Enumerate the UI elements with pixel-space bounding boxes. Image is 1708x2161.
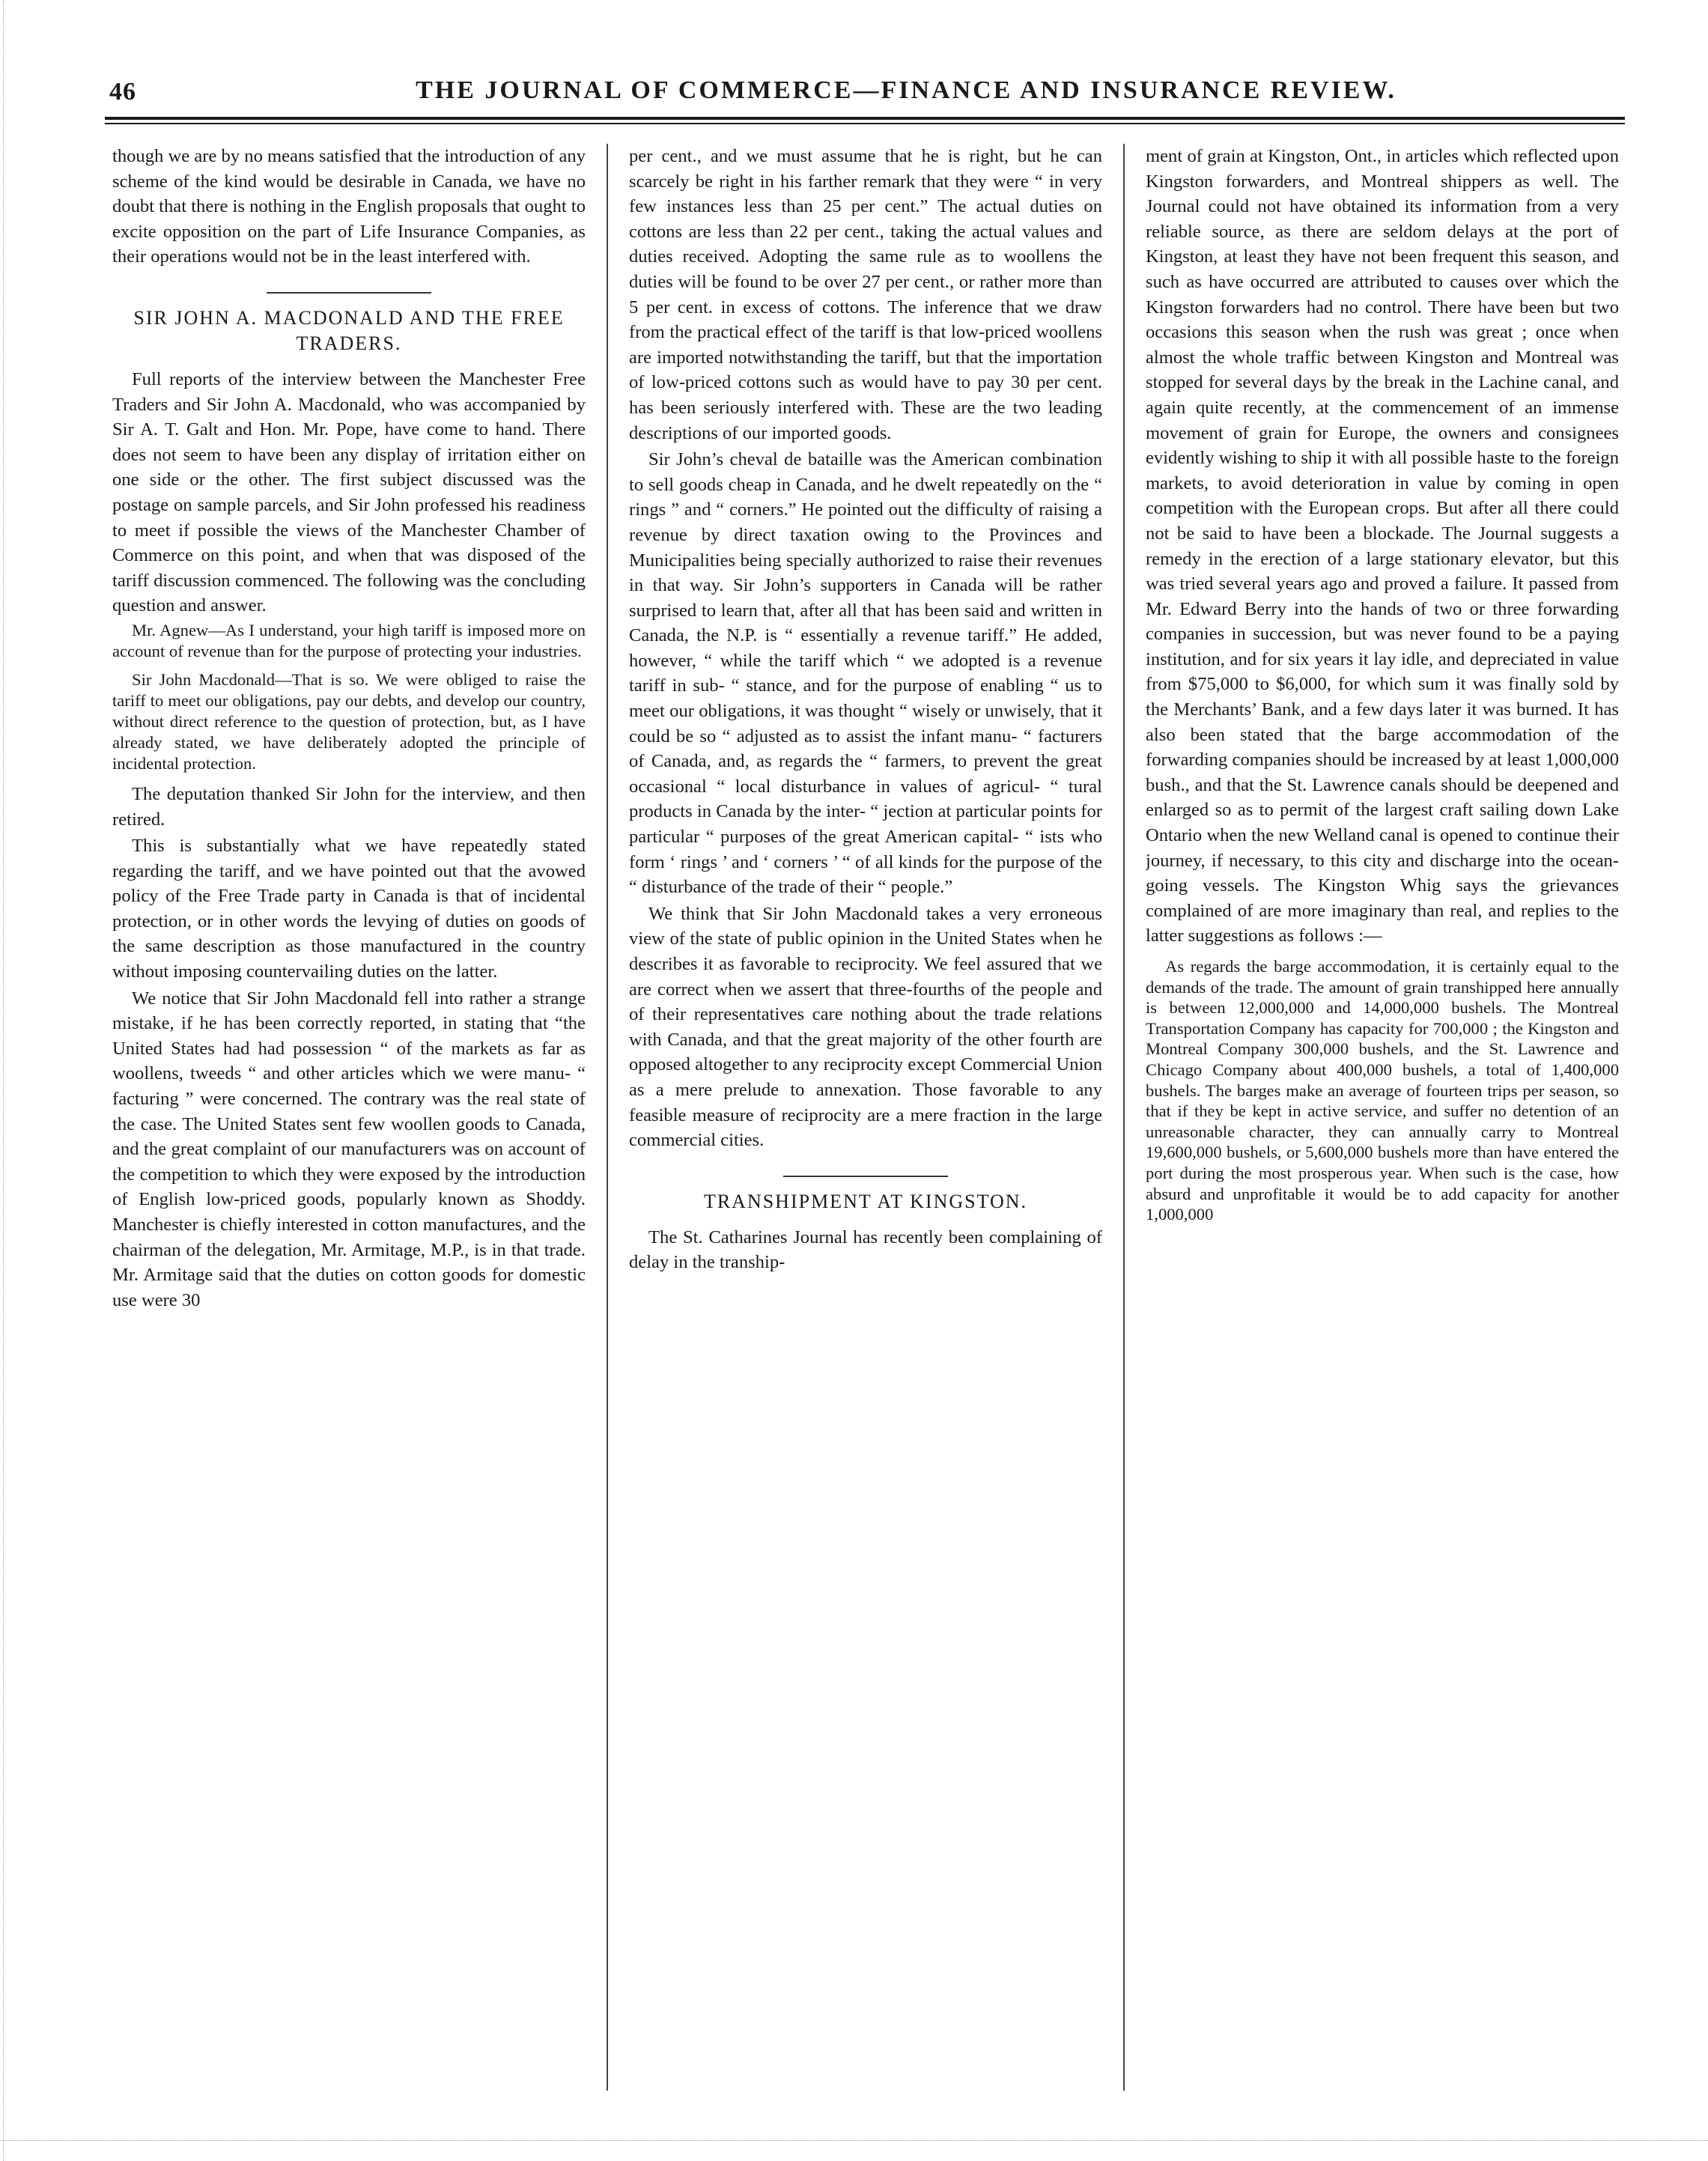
column-divider	[1123, 144, 1125, 2091]
column-divider	[607, 144, 608, 2091]
quoted-passage: As regards the barge accommodation, it is certainly equal to the demands of the trade. The amount of grain transhipped here annually is between 12,000,000 and 14,000,000 bushels. The Montreal Transportation Company has capacity for 700,000 ; the Kingston and Montreal Company 300,000 bushels, and the St. Lawrence and Chicago Company about 400,000 bushels, a total of 1,400,000 bushels. The barges make an average of fourteen trips per season, so that if they be kept in active service, and suffer no detention of an unreasonable character, they can annually carry to Montreal 19,600,000 bushels, or 5,600,000 bushels more than have entered the port during the most prosperous year. When such is the case, how absurd and unprofitable it would be to add capacity for another 1,000,000	[1146, 957, 1619, 1224]
running-title: THE JOURNAL OF COMMERCE—FINANCE AND INSURANCE REVIEW.	[416, 76, 1397, 104]
page-header	[105, 66, 1625, 118]
paragraph: ment of grain at Kingston, Ont., in articles which reflected upon Kingston forwarders, and Montreal shippers as well. The Journal could not have obtained its information from a very reliable source, as there are seldom delays at the port of Kingston, at least they have not been frequent this season, and such as have occurred are attributed to causes over which the Kingston forwarders had no control. There have been but two occasions this season when the rush was great ; once when almost the whole traffic between Kingston and Montreal was stopped for several days by the break in the Lachine canal, and again quite recently, at the commencement of an immense movement of grain for Europe, the owners and consignees evidently wishing to ship it with all possible haste to the foreign markets, to avoid deterioration in value by coming in open competition with the European crops. But after all there could not be said to have been a blockade. The Journal suggests a remedy in the erection of a large stationary elevator, but this was tried several years ago and proved a failure. It passed from Mr. Edward Berry into the hands of two or three forwarding companies in succession, but was never found to be a paying institution, and for six years it lay idle, and depreciated in value from $75,000 to $6,000, for which sum it was finally sold by the Merchants’ Bank, and a few days later it was burned. It has also been stated that the barge accommodation of the forwarding companies should be increased by at least 1,000,000 bush., and that the St. Lawrence canals should be deepened and enlarged so as to permit of the largest craft sailing down Lake Ontario when the new Welland canal is opened to continue their journey, if necessary, to this city and discharge into the ocean-going vessels. The Kingston Whig says the grievances complained of are more imaginary than real, and replies to the latter suggestions as follows :—	[1146, 146, 1619, 946]
page-number: 46	[109, 78, 136, 106]
header-rule	[105, 117, 1625, 124]
section-separator	[783, 1176, 948, 1177]
paragraph: This is substantially what we have repeatedly stated regarding the tariff, and we have pointed out that the avowed policy of the Free Trade party in Canada is that of incidental protection, or in other words the levying of duties on goods of the same description as those manufactured in the country without imposing countervailing duties on the latter.	[112, 836, 586, 982]
paragraph: We think that Sir John Macdonald takes a very erroneous view of the state of public opinion in the United States when he describes it as favorable to reciprocity. We feel assured that we are correct when we assert that three-fourths of the people and of their representatives care nothing about the trade relations with Canada, and that the great majority of the other fourth are opposed altogether to any reciprocity except Commercial Union as a mere prelude to annexation. Those favorable to any feasible measure of reciprocity are a mere fraction in the large commercial cities.	[629, 903, 1102, 1151]
paragraph: per cent., and we must assume that he is right, but he can scarcely be right in his farther remark that they were “ in very few instances less than 25 per cent.” The actual duties on cottons are less than 22 per cent., taking the actual values and duties received. Adopting the same rule as to woollens the duties will be found to be over 27 per cent., or rather more than 5 per cent. in excess of cottons. The inference that we draw from the practical effect of the tariff is that low-priced woollens are imported notwithstanding the tariff, but that the importation of low-priced cottons such as would have to pay 30 per cent. has been seriously interfered with. These are the two leading descriptions of our imported goods.	[629, 146, 1102, 443]
paragraph: The St. Catharines Journal has recently been complaining of delay in the tranship-	[629, 1227, 1102, 1273]
article-heading: TRANSHIPMENT AT KINGSTON.	[703, 1190, 1028, 1212]
interview-answer: Sir John Macdonald—That is so. We were obliged to raise the tariff to meet our obligations, pay our debts, and develop our country, without direct reference to the question of protection, but, as I have already stated, we have deliberately adopted the principle of incidental protection.	[112, 669, 586, 773]
paragraph: though we are by no means satisfied that the introduction of any scheme of the kind would be desirable in Canada, we have no doubt that there is nothing in the English proposals that ought to excite opposition on the part of Life Insurance Companies, as their operations would not be in the least interfered with.	[112, 146, 586, 267]
page-left-edge	[3, 0, 4, 2161]
column-2	[629, 144, 1102, 2106]
paragraph: We notice that Sir John Macdonald fell into rather a strange mistake, if he has been correctly reported, in stating that “the United States had had possession “ of the markets as far as woollens, tweeds “ and other articles which we were manu- “ facturing ” were concerned. The contrary was the real state of the case. The United States sent few woollen goods to Canada, and the great complaint of our manufacturers was on account of the competition to which they were exposed by the introduction of English low-priced goods, popularly known as Shoddy. Manchester is chiefly interested in cotton manufactures, and the chairman of the delegation, Mr. Armitage, M.P., is in that trade. Mr. Armitage said that the duties on cotton goods for domestic use were 30	[112, 988, 586, 1310]
article-heading: SIR JOHN A. MACDONALD AND THE FREE TRADERS.	[133, 306, 565, 354]
column-3	[1146, 144, 1619, 2106]
paragraph: Sir John’s cheval de bataille was the American combination to sell goods cheap in Canada, and he dwelt repeatedly on the “ rings ” and “ corners.” He pointed out the difficulty of raising a revenue by direct taxation owing to the Provinces and Municipalities being specially authorized to raise their revenues in that way. Sir John’s supporters in Canada will be rather surprised to learn that, after all that has been said and written in Canada, the N.P. is “ essentially a revenue tariff.” He added, however, “ while the tariff which “ we adopted is a revenue tariff in sub- “ stance, and for the purpose of enabling “ us to meet our obligations, it was thought “ wisely or unwisely, that it could be so “ adjusted as to assist the infant manu- “ facturers of Canada, and, as regards the “ farmers, to prevent the great occasional “ local disturbance in values of agricul- “ tural products in Canada by the inter- “ jection at particular points for particular “ purposes of the great American capital- “ ists who form ‘ rings ’ and ‘ corners ’ “ of all kinds for the purpose of the “ disturbance of the trade of their “ people.”	[629, 449, 1102, 898]
paragraph: The deputation thanked Sir John for the interview, and then retired.	[112, 783, 586, 830]
interview-question: Mr. Agnew—As I understand, your high tariff is imposed more on account of revenue than for the purpose of protecting your industries.	[112, 620, 586, 660]
page-bottom-edge	[0, 2140, 1708, 2141]
newspaper-page	[105, 66, 1625, 2118]
column-1	[112, 144, 586, 2106]
section-separator	[267, 292, 431, 294]
paragraph: Full reports of the interview between the Manchester Free Traders and Sir John A. Macdonald, who was accompanied by Sir A. T. Galt and Hon. Mr. Pope, have come to hand. There does not seem to have been any display of irritation either on one side or the other. The first subject discussed was the postage on sample parcels, and Sir John professed his readiness to meet if possible the views of the Manchester Chamber of Commerce on this point, and when that was disposed of the tariff discussion commenced. The following was the concluding question and answer.	[112, 368, 586, 616]
